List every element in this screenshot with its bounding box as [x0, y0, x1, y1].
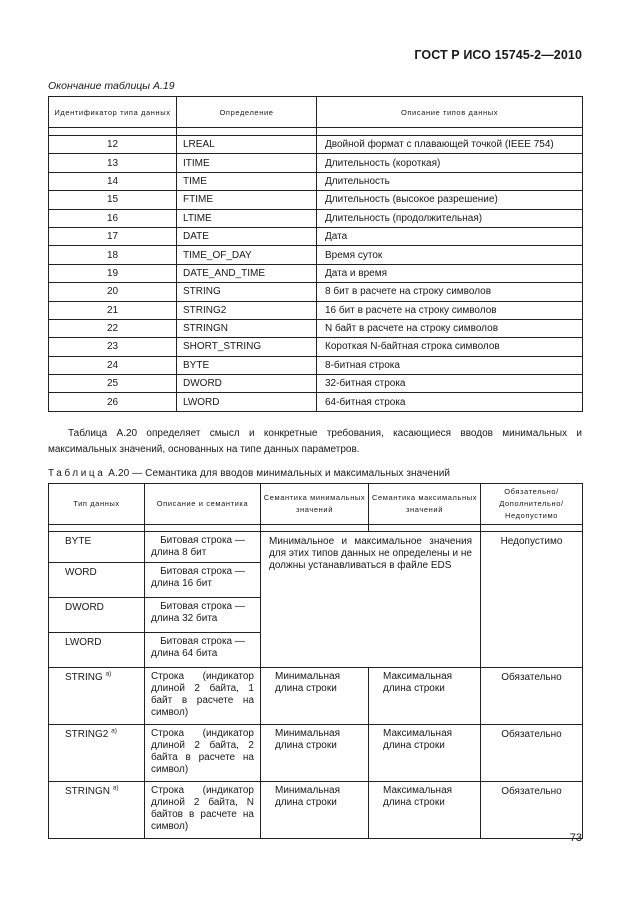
cell-bit-requirement: Недопустимо — [481, 532, 583, 668]
table-row — [49, 319, 583, 337]
cell-id: 20 — [49, 283, 177, 301]
table-row — [49, 283, 583, 301]
column-header-desc: Описание и семантика — [145, 484, 261, 525]
cell-id: 17 — [49, 227, 177, 245]
column-header-req: Обязательно/ Дополнительно/ Недопустимо — [481, 484, 583, 525]
column-header-id: Идентификатор типа данных — [49, 97, 177, 128]
body-paragraph: Таблица А.20 определяет смысл и конкретные требования, касающиеся вводов минимальных и максимальных значений, основанных на типе данных параметров. — [48, 428, 582, 455]
table-spacer-row — [49, 525, 583, 532]
cell-id: 19 — [49, 264, 177, 282]
cell-id: 14 — [49, 172, 177, 190]
cell-definition: SHORT_STRING — [177, 338, 317, 356]
table-a19-caption: Окончание таблицы А.19 — [48, 80, 175, 92]
table-row — [49, 136, 583, 154]
table-row — [49, 532, 583, 563]
cell-definition: STRING2 — [177, 301, 317, 319]
cell-description: Длительность (продолжительная) — [317, 209, 583, 227]
table-a20 — [48, 483, 583, 839]
cell-type — [49, 782, 145, 839]
cell-requirement: Обязательно — [481, 725, 583, 782]
table-row — [49, 375, 583, 393]
table-row — [49, 356, 583, 374]
cell-definition: LWORD — [177, 393, 317, 411]
table-row — [49, 154, 583, 172]
cell-min: Минимальная длина строки — [261, 668, 369, 725]
table-row — [49, 725, 583, 782]
table-header-row — [49, 97, 583, 128]
table-row — [49, 246, 583, 264]
cell-description: Длительность (высокое разрешение) — [317, 191, 583, 209]
page-number: 73 — [569, 832, 582, 844]
cell-desc: Битовая строка — длина 32 бита — [145, 598, 261, 633]
cell-type: BYTE — [49, 532, 145, 563]
column-header-max: Семантика максимальных значений — [369, 484, 481, 525]
cell-definition: DATE — [177, 227, 317, 245]
column-header-definition: Определение — [177, 97, 317, 128]
cell-type: LWORD — [49, 633, 145, 668]
table-row — [49, 172, 583, 190]
cell-id: 12 — [49, 136, 177, 154]
cell-description: Длительность (короткая) — [317, 154, 583, 172]
cell-desc: Строка (индикатор длиной 2 байта, 1 байт в расчете на символ) — [145, 668, 261, 725]
cell-desc: Битовая строка — длина 64 бита — [145, 633, 261, 668]
cell-max: Максимальная длина строки — [369, 668, 481, 725]
table-row — [49, 338, 583, 356]
cell-id: 21 — [49, 301, 177, 319]
cell-definition: LREAL — [177, 136, 317, 154]
column-header-min: Семантика минимальных значений — [261, 484, 369, 525]
cell-type — [49, 725, 145, 782]
table-row — [49, 209, 583, 227]
cell-id: 25 — [49, 375, 177, 393]
footnote-mark: a) — [112, 784, 119, 792]
cell-bit-semantics: Минимальное и максимальное значения для этих типов данных не определены и не должны устанавливаться в файле EDS — [261, 532, 481, 668]
table-a19 — [48, 96, 583, 412]
cell-max: Максимальная длина строки — [369, 782, 481, 839]
cell-id: 22 — [49, 319, 177, 337]
table-row — [49, 264, 583, 282]
cell-description: Длительность — [317, 172, 583, 190]
table-row — [49, 191, 583, 209]
cell-description: 8-битная строка — [317, 356, 583, 374]
type-name: STRING — [65, 672, 103, 683]
caption-rest: А.20 — Семантика для вводов минимальных и максимальных значений — [105, 468, 451, 479]
cell-id: 16 — [49, 209, 177, 227]
table-row — [49, 301, 583, 319]
cell-description: 8 бит в расчете на строку символов — [317, 283, 583, 301]
cell-definition: DWORD — [177, 375, 317, 393]
cell-min: Минимальная длина строки — [261, 782, 369, 839]
cell-id: 23 — [49, 338, 177, 356]
cell-description: 32-битная строка — [317, 375, 583, 393]
cell-definition: FTIME — [177, 191, 317, 209]
column-header-description: Описание типов данных — [317, 97, 583, 128]
caption-prefix: Таблица — [48, 468, 106, 479]
table-row — [49, 668, 583, 725]
cell-definition: TIME_OF_DAY — [177, 246, 317, 264]
cell-min: Минимальная длина строки — [261, 725, 369, 782]
table-row — [49, 393, 583, 411]
table-header-row — [49, 484, 583, 525]
cell-type — [49, 668, 145, 725]
cell-definition: STRINGN — [177, 319, 317, 337]
cell-description: 16 бит в расчете на строку символов — [317, 301, 583, 319]
cell-desc: Битовая строка — длина 8 бит — [145, 532, 261, 563]
table-row — [49, 227, 583, 245]
cell-requirement: Обязательно — [481, 668, 583, 725]
cell-description: 64-битная строка — [317, 393, 583, 411]
footnote-mark: a) — [105, 670, 112, 678]
cell-id: 18 — [49, 246, 177, 264]
cell-desc: Строка (индикатор длиной 2 байта, 2 байта в расчете на символ) — [145, 725, 261, 782]
cell-desc: Строка (индикатор длиной 2 байта, N байтов в расчете на символ) — [145, 782, 261, 839]
cell-definition: BYTE — [177, 356, 317, 374]
cell-type: DWORD — [49, 598, 145, 633]
cell-description: Короткая N-байтная строка символов — [317, 338, 583, 356]
footnote-mark: a) — [111, 727, 117, 735]
type-name: STRING2 — [65, 729, 109, 740]
table-row — [49, 782, 583, 839]
cell-description: Двойной формат с плавающей точкой (IEEE 754) — [317, 136, 583, 154]
cell-id: 24 — [49, 356, 177, 374]
column-header-type: Тип данных — [49, 484, 145, 525]
cell-id: 26 — [49, 393, 177, 411]
type-name: STRINGN — [65, 786, 110, 797]
cell-type: WORD — [49, 563, 145, 598]
cell-definition: TIME — [177, 172, 317, 190]
cell-id: 13 — [49, 154, 177, 172]
cell-description: Дата — [317, 227, 583, 245]
cell-definition: DATE_AND_TIME — [177, 264, 317, 282]
cell-id: 15 — [49, 191, 177, 209]
cell-max: Максимальная длина строки — [369, 725, 481, 782]
cell-description: Дата и время — [317, 264, 583, 282]
table-a20-caption — [48, 468, 450, 479]
cell-description: Время суток — [317, 246, 583, 264]
standard-code: ГОСТ Р ИСО 15745-2—2010 — [414, 48, 582, 62]
cell-desc: Битовая строка — длина 16 бит — [145, 563, 261, 598]
table-a19-body — [49, 136, 583, 412]
table-spacer-row — [49, 128, 583, 136]
cell-description: N байт в расчете на строку символов — [317, 319, 583, 337]
cell-requirement: Обязательно — [481, 782, 583, 839]
cell-definition: ITIME — [177, 154, 317, 172]
cell-definition: LTIME — [177, 209, 317, 227]
cell-definition: STRING — [177, 283, 317, 301]
